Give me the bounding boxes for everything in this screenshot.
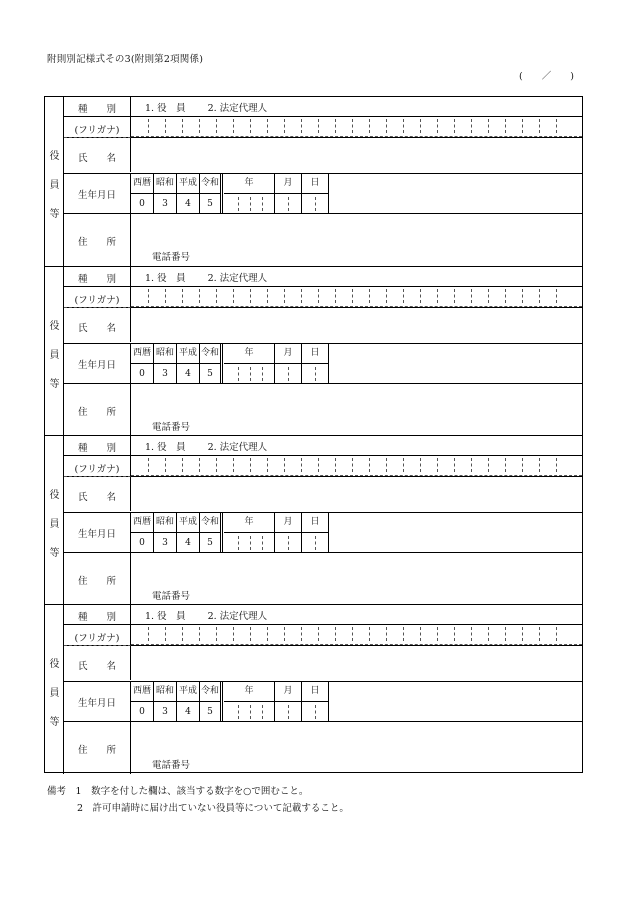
furigana-label: (フリガナ) — [64, 456, 131, 476]
row-name — [64, 308, 582, 344]
row-name — [64, 477, 582, 513]
furigana-input[interactable] — [131, 287, 582, 307]
date-month-cell[interactable]: 月 — [275, 513, 302, 552]
row-furigana — [64, 625, 582, 646]
birthdate-input[interactable] — [131, 174, 531, 213]
officer-block — [45, 604, 582, 774]
era-cell[interactable]: 平成 4 — [177, 513, 200, 552]
row-address — [64, 722, 582, 774]
phone-label: 電話番号 — [152, 422, 191, 433]
row-name — [64, 646, 582, 682]
era-cell[interactable]: 昭和 3 — [154, 174, 177, 213]
date-day-cell[interactable]: 日 — [302, 513, 329, 552]
date-day-cell[interactable]: 日 — [302, 682, 329, 721]
address-input[interactable] — [131, 214, 582, 266]
era-cell[interactable]: 令和 5 — [200, 344, 223, 383]
era-cell[interactable]: 令和 5 — [200, 513, 223, 552]
name-label: 氏 名 — [64, 645, 131, 680]
notes — [47, 783, 349, 817]
date-day-cell[interactable]: 日 — [302, 174, 329, 213]
name-input[interactable] — [131, 646, 582, 681]
name-label: 氏 名 — [64, 476, 131, 511]
name-label: 氏 名 — [64, 137, 131, 172]
note-1-text: 1 数字を付した欄は、該当する数字を○で囲むこと。 — [75, 786, 309, 797]
furigana-input[interactable] — [131, 117, 582, 137]
date-year-cell[interactable]: 年 — [224, 174, 275, 213]
type-label: 種 別 — [64, 97, 131, 116]
row-type — [64, 436, 582, 456]
row-type — [64, 97, 582, 117]
era-cell[interactable]: 昭和 3 — [154, 513, 177, 552]
page-number: ( ／ ) — [519, 71, 574, 82]
address-input[interactable] — [131, 553, 582, 605]
row-address — [64, 384, 582, 436]
row-address — [64, 214, 582, 266]
era-cell[interactable]: 令和 5 — [200, 682, 223, 721]
side-label: 役 員 等 — [45, 436, 64, 605]
phone-label: 電話番号 — [152, 760, 191, 771]
date-day-cell[interactable]: 日 — [302, 344, 329, 383]
address-label: 住 所 — [64, 553, 131, 605]
type-options[interactable]: 1. 役 員 2. 法定代理人 — [145, 103, 268, 114]
birthdate-label: 生年月日 — [64, 344, 131, 383]
type-label: 種 別 — [64, 605, 131, 624]
phone-label: 電話番号 — [152, 252, 191, 263]
type-options[interactable]: 1. 役 員 2. 法定代理人 — [145, 611, 268, 622]
date-year-cell[interactable]: 年 — [224, 513, 275, 552]
officer-block — [45, 266, 582, 436]
birthdate-input[interactable] — [131, 513, 531, 552]
birthdate-input[interactable] — [131, 344, 531, 383]
side-label: 役 員 等 — [45, 267, 64, 436]
date-month-cell[interactable]: 月 — [275, 174, 302, 213]
date-month-cell[interactable]: 月 — [275, 344, 302, 383]
date-year-cell[interactable]: 年 — [224, 344, 275, 383]
row-birth — [64, 513, 582, 553]
era-cell[interactable]: 平成 4 — [177, 682, 200, 721]
row-name — [64, 138, 582, 174]
era-cell[interactable]: 平成 4 — [177, 344, 200, 383]
type-options[interactable]: 1. 役 員 2. 法定代理人 — [145, 273, 268, 284]
furigana-label: (フリガナ) — [64, 287, 131, 307]
note-1 — [47, 783, 349, 800]
era-cell[interactable]: 西暦 0 — [131, 344, 154, 383]
row-birth — [64, 174, 582, 214]
era-cell[interactable]: 昭和 3 — [154, 344, 177, 383]
type-label: 種 別 — [64, 436, 131, 455]
side-label: 役 員 等 — [45, 605, 64, 774]
form-title: 附則別記様式その3(附則第2項関係) — [47, 54, 204, 65]
date-year-cell[interactable]: 年 — [224, 682, 275, 721]
type-label: 種 別 — [64, 267, 131, 286]
era-cell[interactable]: 西暦 0 — [131, 174, 154, 213]
address-label: 住 所 — [64, 722, 131, 774]
row-birth — [64, 682, 582, 722]
birthdate-input[interactable] — [131, 682, 531, 721]
name-label: 氏 名 — [64, 307, 131, 342]
era-cell[interactable]: 西暦 0 — [131, 682, 154, 721]
furigana-input[interactable] — [131, 625, 582, 645]
officer-form — [44, 96, 583, 773]
era-cell[interactable]: 令和 5 — [200, 174, 223, 213]
type-options[interactable]: 1. 役 員 2. 法定代理人 — [145, 442, 268, 453]
birthdate-label: 生年月日 — [64, 513, 131, 552]
officer-block — [45, 435, 582, 605]
era-cell[interactable]: 平成 4 — [177, 174, 200, 213]
row-birth — [64, 344, 582, 384]
address-input[interactable] — [131, 384, 582, 436]
row-furigana — [64, 287, 582, 308]
name-input[interactable] — [131, 308, 582, 343]
era-cell[interactable]: 西暦 0 — [131, 513, 154, 552]
furigana-label: (フリガナ) — [64, 625, 131, 645]
officer-block — [45, 97, 582, 266]
date-month-cell[interactable]: 月 — [275, 682, 302, 721]
furigana-label: (フリガナ) — [64, 117, 131, 137]
side-label: 役 員 等 — [45, 97, 64, 266]
phone-label: 電話番号 — [152, 591, 191, 602]
address-label: 住 所 — [64, 384, 131, 436]
furigana-input[interactable] — [131, 456, 582, 476]
row-address — [64, 553, 582, 605]
notes-heading: 備考 — [47, 786, 67, 797]
name-input[interactable] — [131, 138, 582, 173]
row-furigana — [64, 117, 582, 138]
row-furigana — [64, 456, 582, 477]
address-label: 住 所 — [64, 214, 131, 266]
birthdate-label: 生年月日 — [64, 174, 131, 213]
note-2: 2 許可申請時に届け出ていない役員等について記載すること。 — [77, 803, 349, 814]
birthdate-label: 生年月日 — [64, 682, 131, 721]
row-type — [64, 267, 582, 287]
row-type — [64, 605, 582, 625]
address-input[interactable] — [131, 722, 582, 774]
era-cell[interactable]: 昭和 3 — [154, 682, 177, 721]
name-input[interactable] — [131, 477, 582, 512]
